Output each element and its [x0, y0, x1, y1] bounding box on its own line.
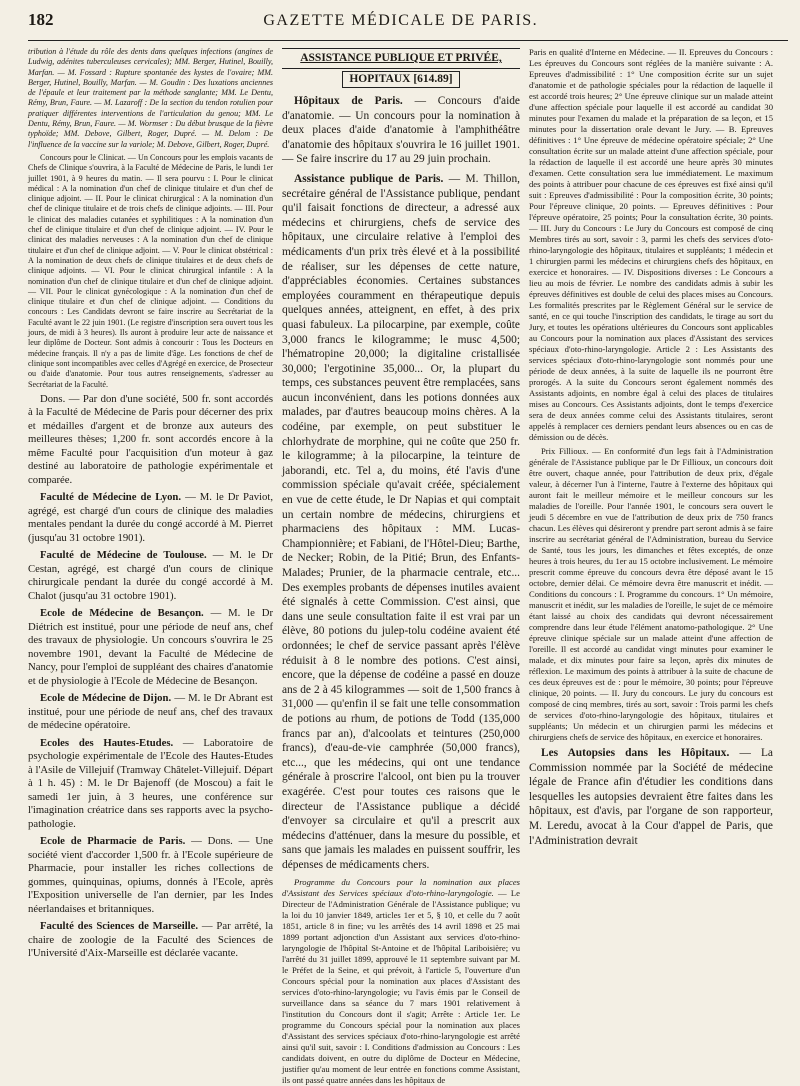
page-number: 182: [28, 10, 54, 29]
journal-title: GAZETTE MÉDICALE DE PARIS.: [263, 12, 539, 29]
column-middle: [282, 47, 520, 1086]
besancon-text: — M. le Dr Diétrich est institué, pour une période de neuf ans, chef des travaux de physiologie. Un concours s'ouvrira le 25 novembre 1901, devant la Faculté de Médecine de Nancy, pour l'emploi de suppléant des chaires d'anatomie et de physiologie à l'Ecole de Médecine de Besançon.: [28, 607, 274, 687]
toulouse-paragraph: [28, 549, 273, 603]
clinicat-paragraph: Concours pour le Clinicat. — Un Concours pour les emplois vacants de Chefs de Clinique s'ouvrira, à la Faculté de Médecine de Paris, le lundi 1er juillet 1901, à 9 heures du matin. — Il sera pourvu : I. Pour le clinicat médical : A la nomination d'un chef de clinique titulaire et d'un chef de clinique adjoint. — II. Pour le clinicat chirurgical : A la nomination d'un chef de clinique titulaire et de trois chefs de clinique adjoints. — III. Pour le clinicat des maladies cutanées et syphilitiques : A la nomination d'un chef de clinique titulaire et d'un chef de clinique adjoint. — IV. Pour le clinicat des maladies nerveuses : A la nomination d'un chef de clinique titulaire et d'un chef de clinique adjoint. — V. Pour le clinicat obstétrical : A la nomination de deux chefs de clinique titulaires et de deux chefs de clinique adjoints. — VI. Pour le clinicat chirurgical infantile : A la nomination d'un chef de clinique titulaire et d'un chef de clinique adjoint. — VII. Pour le clinicat gynécologique : A la nomination d'un chef de clinique titulaire et d'un chef de clinique adjoint. — Conditions du concours : Les Candidats devront se faire inscrire au Secrétariat de la Faculté avant le 22 juin 1901. (Le registre d'inscription sera ouvert tous les jours, de midi à 3 heures). Ils auront à produire leur acte de naissance et leur diplôme de Docteur. Sont admis à concourir : Tous les Docteurs en médecine français. Il n'y a pas de limite d'âge. Les fonctions de chef de clinique sont incompatibles avec celles d'Agrégé en exercice, de Prosecteur ou d'aide d'anatomie. Pour tous autres renseignements, s'adresser au Secrétariat de la Faculté.: [28, 152, 273, 389]
programme-text: — Le Directeur de l'Administration Générale de l'Assistance publique; vu la loi du 10 janvier 1849, articles 1er et 5, § 10, et celle du 7 août 1851, article 8 in fine; vu les arrêtés des 14 avril 1898 et 25 mai 1899 portant adjonction d'un Assistant aux services d'oto-rhino-laryngologie de l'hôpital St-Antoine et de l'hôpital Lariboisière; vu l'arrêté du 31 juillet 1899, approuvé le 11 septembre suivant par M. le Préfet de la Seine, et qui prévoit, à l'article 5, l'ouverture d'un Concours spécial pour la nomination aux places d'Assistant des services d'oto-rhino-laryngologie; vu l'avis émis par le Conseil de surveillance dans sa séance du 7 mars 1901 relativement à l'institution du Concours dont il s'agit; Arrête : Article 1er. Le programme du Concours spécial pour la nomination aux places d'Assistant des services spéciaux d'oto-rhino-laryngologie est arrêté ainsi qu'il suit, savoir : I. Conditions d'admission au Concours : Les candidats doivent, en outre du diplôme de Docteur en Médecine, justifier qu'au moment de leur entrée en fonctions comme Assistant, ils ont passé quatre années dans les hôpitaux de: [282, 888, 520, 1086]
hautes-etudes-heading: Ecoles des Hautes-Etudes.: [40, 736, 174, 749]
pharmacie-heading: Ecole de Pharmacie de Paris.: [40, 835, 186, 848]
hopitaux-paragraph: [282, 94, 520, 167]
column-left: [28, 47, 273, 1037]
marseille-heading: Faculté des Sciences de Marseille.: [40, 920, 199, 933]
dijon-paragraph: [28, 692, 273, 733]
pharmacie-text: — Dons. — Une société vient d'accorder 1,500 fr. à l'Ecole supérieure de Pharmacie, pour installer les riches collections de gommes, quinquinas, opiums, donnés à l'Ecole, après l'Exposition universelle de l'an dernier, par les Indes néerlandaises et britanniques.: [28, 835, 273, 915]
toulouse-text: — M. le Dr Cestan, agrégé, est chargé d'un cours de clinique chirurgicale pendant la durée du congé accordé à M. Chalot (jusqu'au 31 octobre 1901).: [28, 549, 273, 602]
section-subtitle: HOPITAUX [614.89]: [342, 71, 459, 88]
section-title: ASSISTANCE PUBLIQUE ET PRIVÉE,: [282, 48, 520, 69]
assistance-text: — M. Thillon, secrétaire général de l'Assistance publique, pendant qu'il faisait fonctions de directeur, a adressé aux médecins et chirurgiens, chefs de service des hôpitaux, une circulaire relative à l'emploi des médicaments d'un prix très élevé et à la possibilité de réaliser, sur les dépenses de cette nature, d'appréciables économies. Certaines substances employées couramment en thérapeutique depuis quelques années, atteignent, en effet, à des prix quasi fabuleux. La pilocarpine, par exemple, coûte 3,000 francs le kilogramme; le musc 4,500; l'hématropine 20,000; la digitaline cristallisée 30,000; l'ergotinine 35,000... Or, la plupart du temps, ces substances peuvent être remplacées, sans aucun inconvénient, dans les potions données aux malades, par d'autres beaucoup moins chères. A la codéine, par exemple, on peut substituer le chlorhydrate de morphine, qui ne coûte que 250 fr. le kilogramme; à la pilocarpine, la teinture de jaborandi, etc. Tel a, du moins, été l'avis d'une commission spéciale qu'avait créée, spécialement en vue de cette étude, le Dr Napias et qui comptait un certain nombre de médecins, chirurgiens et pharmaciens des hôpitaux : MM. Lucas-Championnière; et Fabiani, de l'Hôtel-Dieu; Barthe, de Necker; Robin, de la Pitié; Brun, des Enfants-Malades; Prunier, de la pharmacie centrale, etc... Des exemples probants de dépenses inutiles avaient été signalés à cette Commission. C'est ainsi, que dans une seule consultation faite il est vrai par un élève, 80 potions du julep-tolu codéine avaient été ordonnées; le chef de service passant après l'élève réduisit à 8 le nombre des potions. C'est ainsi, encore, que la dépense de codéine a passé en douze ans de 2 à 45 kilogrammes — soit de 1,500 francs à 31,000 — qu'enfin il se fait une telle consommation de potions au rhum, de potions de Todd (135,000 francs par an), d'alcoolats et teintures (250,000 francs), d'eau-de-vie camphrée (50,000 francs), etc..., que les médecins, qui ont une tendance générale à proscrire l'alcool, ont bien pu la trouver exagérée. C'est pour toutes ces raisons que le directeur de l'Assistance publique a décidé d'envoyer sa circulaire et qu'il a prescrit aux médecins d'atténuer, dans la mesure du possible, et sans que jamais les malades en puissent souffrir, les dépenses de médicaments chers.: [282, 172, 520, 871]
section-heading: [282, 48, 520, 88]
hopitaux-text: — Concours d'aide d'anatomie. — Un concours pour la nomination à deux places d'aide d'anatomie à l'amphithéâtre d'anatomie des hôpitaux s'ouvrira le 16 juillet 1901. — Se faire inscrire du 17 au 29 juin prochain.: [282, 95, 520, 166]
autopsies-text: — La Commission nommée par la Société de médecine légale de France afin d'étudier les conditions dans lesquelles les autopsies devraient être faites dans les hôpitaux, est d'avis, par l'organe de son rapporteur, M. Leredu, avocat à la Cour d'appel de Paris, que l'Administration devrait: [529, 747, 773, 847]
assistance-heading: Assistance publique de Paris.: [294, 172, 444, 185]
fillioux-paragraph: Prix Fillioux. — En conformité d'un legs fait à l'Administration générale de l'Assistance publique par le Dr Fillioux, un concours doit être ouvert, chaque année, pour l'attribution de deux prix, d'égale valeur, à décerner l'un à l'interne, l'autre à l'externe des hôpitaux qui auront fait le meilleur mémoire et le meilleur concours sur les maladies de l'oreille. Pour l'année 1901, le concours sera ouvert le jeudi 5 décembre en vue de l'attribution de deux prix de 750 francs chacun. Les élèves qui désireront y prendre part seront admis à se faire inscrire au secrétariat général de l'Administration, bureau du Service de Santé, tous les jours, les dimanches et fêtes exceptés, de onze heures à trois heures, du 1er au 15 octobre inclusivement. Le mémoire prescrit comme épreuve du concours devra être déposé avant le 15 octobre, dernier délai. Ce mémoire devra être manuscrit et inédit. — Conditions du concours : I. Programme du concours. 1° Un mémoire, manuscrit et inédit, sur les maladies de l'oreille, le sujet de ce mémoire étant laissé au choix des candidats qui devront nécessairement comprendre dans leur étude l'élément anatomo-pathologique. 2° Une épreuve clinique spéciale sur un malade atteint d'une affection de l'oreille. Il est accordé au candidat vingt minutes pour examiner le malade, et dix minutes pour faire sa leçon, après dix minutes de réflexion. Le maximum des points à attribuer à la suite de chacune de ces deux épreuves est de : pour le mémoire, 30 points; pour l'épreuve clinique, 20 points. — II. Jury du concours. Le jury du concours est composé de cinq membres, tirés au sort, savoir : Trois parmi les chefs de services d'oto-rhino-laryngologie des hôpitaux, titulaires et suppléants; Un médecin et un chirurgien parmi les médecins et chirurgiens chefs de service des hôpitaux, en exercice et honoraires.: [529, 446, 773, 742]
pharmacie-paragraph: [28, 835, 273, 916]
column-right: [529, 47, 773, 1037]
hautes-etudes-text: — Laboratoire de psychologie expérimentale de l'Ecole des Hautes-Etudes à l'Asile de Villejuif (Tramway Châtelet-Villejuif. Départ à 1 h. 45) : M. le Dr Bajenoff (de Moscou) a fait le samedi 1er juin, à 3 heures, une conférence sur l'imagination créatrice dans ses rapports avec la psycho-pathologie.: [28, 736, 273, 830]
autopsies-paragraph: [529, 746, 773, 848]
thesis-list-paragraph: tribution à l'étude du rôle des dents dans quelques infections (angines de Ludwig, adénites tuberculeuses cervicales); MM. Berger, Hutinel, Bouilly, Marfan. — M. Fossard : Rupture spontanée des kystes de l'ovaire; MM. Berger, Hutinel, Bouilly, Marfan. — M. Goudin : Des luxations anciennes de l'épaule et leur traitement par la méthode sanglante; MM. Le Dentu, Rémy, Brun, Faure. — M. Lazaroff : De la section du tendon rotulien pour pratiquer différentes interventions de l'articulation du genou; MM. Le Dentu, Rémy, Brun, Faure. — M. Wormser : Du début brusque de la fièvre typhoïde; MM. Debove, Gilbert, Roger, Dupré. — M. Delom : De l'influence de la vaccine sur la variole; M. Debove, Gilbert, Roger, Dupré.: [28, 47, 273, 149]
hopitaux-heading: Hôpitaux de Paris.: [294, 95, 403, 107]
besancon-heading: Ecole de Médecine de Besançon.: [40, 607, 204, 620]
assistance-paragraph: [282, 172, 520, 873]
marseille-text: — Par arrêté, la chaire de zoologie de la Faculté des Sciences de l'Université d'Aix-Marseille est déclarée vacante.: [28, 920, 273, 960]
autopsies-heading: Les Autopsies dans les Hôpitaux.: [541, 747, 730, 759]
hautes-etudes-paragraph: [28, 737, 273, 832]
epreuves-paragraph: Paris en qualité d'Interne en Médecine. — II. Epreuves du Concours : Les épreuves du Concours sont réglées de la manière suivante : A. Epreuves d'admissibilité : 1° Une composition écrite sur un sujet d'anatomie et de pathologie spéciales pour la rédaction de laquelle il est accordé trois heures; 2° Une épreuve clinique sur un malade atteint d'une affection spéciale pour laquelle il est accordé au candidat 30 minutes pour l'examen du malade et la préparation de sa leçon, et 15 minutes pour la dissertation orale devant le Jury. — B. Epreuves définitives : 1° Une épreuve de médecine opératoire spéciale; 2° Une consultation écrite sur un malade atteint d'une affection spéciale, pour la rédaction de laquelle il est accordé une heure après 30 minutes d'examen. Cette consultation sera lue immédiatement. Le maximum des points à attribuer pour chacune de ces épreuves est fixé ainsi qu'il suit : Epreuves d'admissibilité : Pour la composition écrite, 30 points; Pour l'épreuve clinique, 20 points. — Epreuves définitives : Pour l'épreuve opératoire, 25 points; Pour la consultation écrite, 30 points. — III. Jury du Concours : Le Jury du Concours est composé de cinq Membres tirés au sort, savoir : 3, parmi les chefs des services d'oto-rhino-laryngologie des hôpitaux, titulaires et suppléants; 1 médecin et 1 chirurgien parmi les médecins et chirurgiens chefs des hôpitaux, en exercice et honoraires. — IV. Dispositions diverses : Le Concours a lieu au mois de février. Le nombre des candidats admis à subir les épreuves définitives est double de celui des places mises au Concours. Les formalités prescrites par le Règlement Général sur le service de santé, en ce qui touche l'inscription des candidats, le tirage au sort du Jury, et toutes les opérations ultérieures du Concours sont applicables au Concours pour la nomination aux places d'Assistant des services spéciaux d'oto-rhino-laryngologie. Article 2 : Les Assistants des services spéciaux d'oto-rhino-laryngologie sont nommés pour une période de deux années, à la suite de laquelle ils ne pourront être prorogés. A la suite du Concours seront également nommés des Assistants adjoints, en nombre égal à celui des places de titulaires mises au Concours. Ces Assistants adjoints, dont le temps d'exercice sera de deux années comme celui des Assistants titulaires, seront appelés à remplacer ces derniers pendant leurs absences ou en cas de démission ou de décès.: [529, 47, 773, 442]
article-columns: [28, 47, 788, 1086]
dijon-heading: Ecole de Médecine de Dijon.: [40, 692, 172, 705]
lyon-text: — M. le Dr Paviot, agrégé, est chargé d'un cours de clinique des maladies mentales pendant la durée du congé accordé à M. Pierret (jusqu'au 31 octobre 1901).: [28, 491, 274, 544]
toulouse-heading: Faculté de Médecine de Toulouse.: [40, 549, 207, 562]
besancon-paragraph: [28, 607, 273, 688]
page-header: [28, 10, 788, 41]
dijon-text: — M. le Dr Abrant est institué, pour une période de neuf ans, chef des travaux de médecine opératoire.: [28, 692, 274, 732]
lyon-paragraph: [28, 491, 273, 545]
dons-paragraph: Dons. — Par don d'une société, 500 fr. sont accordés à la Faculté de Médecine de Paris pour décerner des prix et médailles d'argent et de bronze aux auteurs des meilleures thèses; 1,200 fr. sont accordés encore à la même Faculté pour l'acquisition d'un moteur à gaz destiné au laboratoire de pathologie expérimentale et comparée.: [28, 392, 273, 486]
programme-heading: Programme du Concours pour la nomination aux places d'Assistant des Services spéciaux d'oto-rhino-laryngologie.: [282, 877, 520, 899]
marseille-paragraph: [28, 920, 273, 961]
programme-paragraph: [282, 877, 520, 1086]
lyon-heading: Faculté de Médecine de Lyon.: [40, 491, 182, 504]
